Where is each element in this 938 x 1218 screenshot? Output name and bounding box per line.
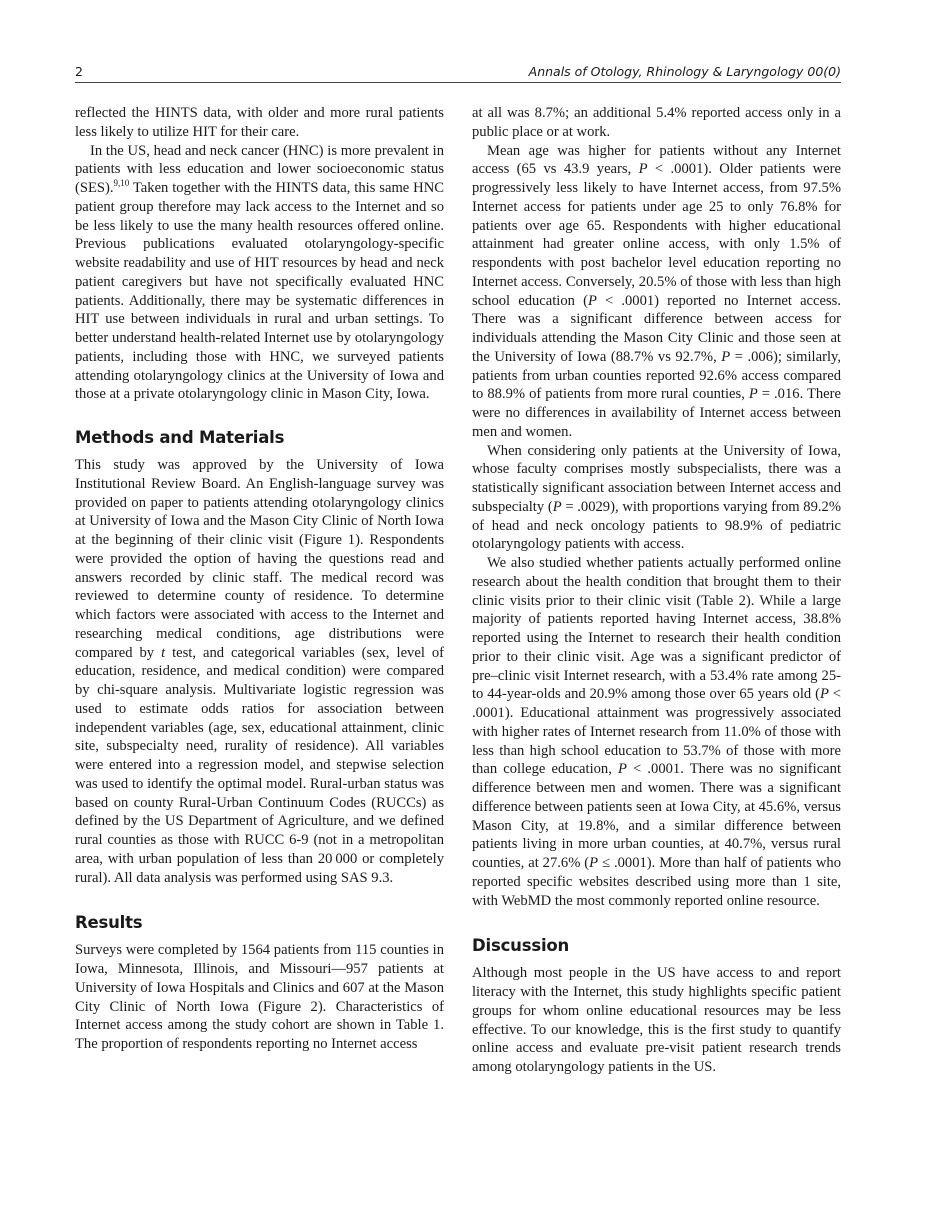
discussion-heading: Discussion: [472, 936, 570, 956]
intro-paragraph-continued: reflected the HINTS data, with older and more rural patients less likely to utilize HIT for their care.: [75, 105, 444, 140]
right-column: [472, 104, 841, 1077]
results-heading: Results: [75, 913, 143, 933]
discussion-paragraph: Although most people in the US have access to and report literacy with the Internet, this study highlights specific patient groups for whom online educational resources may be less effective. To our knowledge, this is the first study to quantify online access and evaluate pre-visit patient research trends among otolaryngology patients in the US.: [472, 965, 841, 1075]
page-number: 2: [75, 64, 83, 79]
methods-paragraph: This study was approved by the University of Iowa Institutional Review Board. An English-language survey was provided on paper to patients attending otolaryngology clinics at University of Iowa and the Mason City Clinic of North Iowa at the beginning of their clinic visit (Figure 1). Respondents were provided the option of having the questions read and answers recorded by clinic staff. The medical record was reviewed to determine county of residence. To determine which factors were associated with access to the Internet and researching medical conditions, age distributions were compared by t test, and categorical variables (sex, level of education, residence, and medical condition) were compared by chi-square analysis. Multivariate logistic regression was used to estimate odds ratios for association between independent variables (age, sex, educational attainment, clinic site, subspecialty need, rurality of residence). All variables were entered into a regression model, and stepwise selection was used to identify the optimal model. Rural-urban status was based on county Rural-Urban Continuum Codes (RUCCs) as defined by the US Department of Agriculture, and we defined rural counties as those with RUCC 6-9 (not in a metropolitan area, with urban population of less than 20 000 or completely rural). All data analysis was performed using SAS 9.3.: [75, 457, 444, 886]
intro-paragraph-hnc: In the US, head and neck cancer (HNC) is more prevalent in patients with less education and lower socioeconomic status (SES).$^{9,10}$ Taken together with the HINTS data, this same HNC patient group therefore may lack access to the Internet and so be less likely to use the many health resources offered online. Previous publications evaluated otolaryngology-specific website readability and use of HIT resources by head and neck patient caregivers but have not specifically evaluated HNC patients. Additionally, there may be systematic differences in HIT use between individuals in rural and urban settings. To better understand health-related Internet use by otolaryngology patients, including those with HNC, we surveyed patients attending otolaryngology clinics at the University of Iowa and those at a private otolaryngology clinic in Mason City, Iowa.: [75, 142, 444, 403]
running-header: [75, 62, 841, 83]
results-paragraph: Surveys were completed by 1564 patients from 115 counties in Iowa, Minnesota, Illinois, and Missouri—957 patients at University of Iowa Hospitals and Clinics and 607 at the Mason City Clinic of North Iowa (Figure 2). Characteristics of Internet access among the study cohort are shown in Table 1. The proportion of respondents reporting no Internet access: [75, 942, 444, 1052]
results-paragraph-access: Mean age was higher for patients without any Internet access (65 vs 43.9 years, P < .0001). Older patients were progressively less likely to have Internet access, from 97.5% Internet access for patients under age 25 to only 76.8% for patients over age 65. Respondents with higher educational attainment had greater online access, with only 1.5% of respondents with post bachelor level education reporting no Internet access. Conversely, 20.5% of those with less than high school education (P < .0001) reported no Internet access. There was a significant difference between access for individuals attending the Mason City Clinic and those seen at the University of Iowa (88.7% vs 92.7%, P = .006); similarly, patients from urban counties reported 92.6% access compared to 88.9% of patients from more rural counties, P = .016. There were no differences in availability of Internet access between men and women.: [472, 142, 842, 440]
results-paragraph-research: We also studied whether patients actually performed online research about the health condition that brought them to their clinic visits prior to their clinic visit (Table 2). While a large majority of patients reported having Internet access, 38.8% reported using the Internet to research their health condition prior to their clinic visit. Age was a significant predictor of pre–clinic visit Internet research, with a 53.4% rate among 25- to 44-year-olds and 20.9% among those over 65 years old (P < .0001). Educational attainment was progressively associated with higher rates of Internet research from 11.0% of those with less than high school education to 53.7% of those with more than college education, P < .0001. There was no significant difference between men and women. There was a significant difference between patients seen at Iowa City, at 45.6%, versus Mason City, at 19.8%, and a similar difference between patients living in more urban counties, at 40.7%, versus rural counties, at 27.6% (P ≤ .0001). More than half of patients who reported specific websites described using more than 1 site, with WebMD the most commonly reported online resource.: [472, 555, 841, 909]
methods-heading: Methods and Materials: [75, 428, 285, 447]
results-paragraph-subspecialty: When considering only patients at the University of Iowa, whose faculty comprises mostly subspecialists, there was a statistically significant association between Internet access and subspecialty (P = .0029), with proportions varying from 89.2% of head and neck oncology patients to 98.9% of pediatric otolaryngology patients with access.: [472, 442, 842, 553]
results-paragraph-continued: at all was 8.7%; an additional 5.4% reported access only in a public place or at work.: [472, 105, 841, 140]
left-column: [75, 104, 444, 1054]
citation-ref: 9,10: [113, 178, 130, 188]
journal-title: Annals of Otology, Rhinology & Laryngology 00(0): [528, 64, 841, 79]
